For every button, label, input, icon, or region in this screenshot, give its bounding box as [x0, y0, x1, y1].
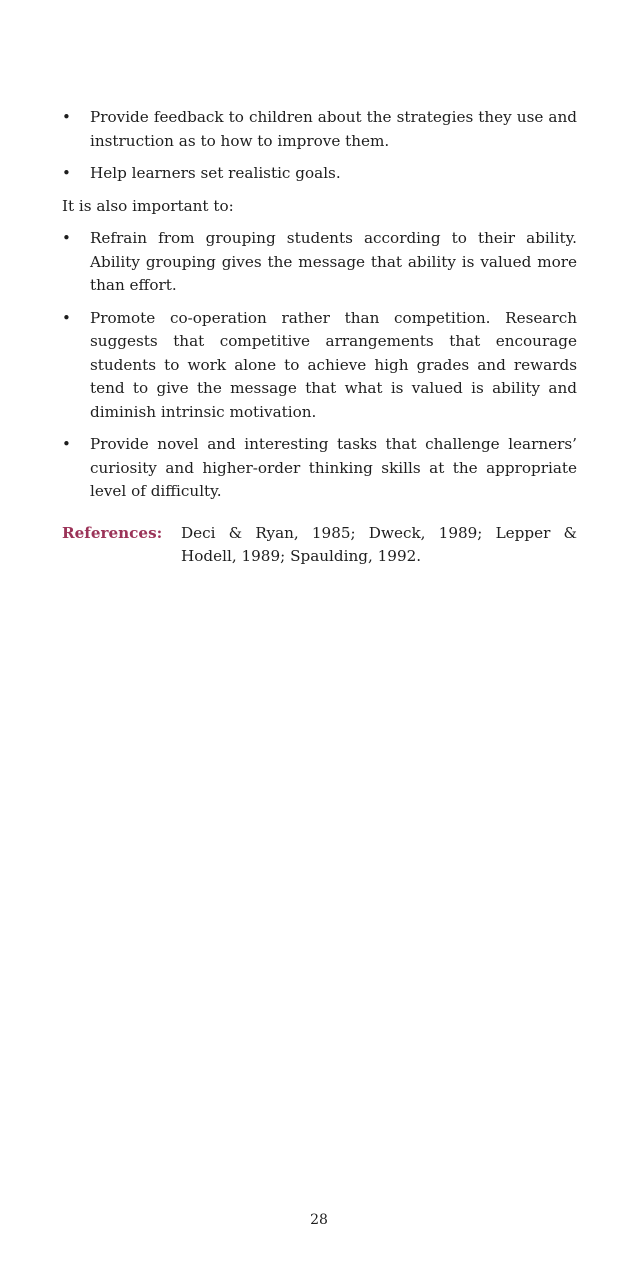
list-item: [62, 227, 577, 298]
references-text: Deci & Ryan, 1985; Dweck, 1989; Lepper & Hodell, 1989; Spaulding, 1992.: [181, 523, 577, 565]
references-label: References:: [62, 523, 163, 542]
bullet-text: Help learners set realistic goals.: [90, 164, 341, 182]
bullet-list-bottom: [62, 227, 577, 504]
page-number: 28: [310, 1212, 328, 1228]
list-item: [62, 162, 577, 186]
bullet-icon: •: [62, 108, 71, 126]
references-block: [62, 522, 577, 569]
bullet-text: Provide feedback to children about the strategies they use and instruction as to how to improve them.: [90, 108, 577, 150]
bullet-text: Refrain from grouping students according to their ability. Ability grouping gives the message that ability is valued more than effort.: [90, 229, 577, 294]
list-item: [62, 307, 577, 425]
bullet-icon: •: [62, 164, 71, 182]
list-item: [62, 433, 577, 504]
bullet-icon: •: [62, 435, 71, 453]
bullet-text: Provide novel and interesting tasks that challenge learners’ curiosity and higher-order thinking skills at the appropriate level of difficulty.: [90, 435, 577, 500]
intro-paragraph: It is also important to:: [62, 196, 234, 215]
list-item: [62, 106, 577, 153]
bullet-list-top: [62, 106, 577, 186]
bullet-text: Promote co-operation rather than competition. Research suggests that competitive arrangements that encourage students to work alone to achieve high grades and rewards tend to give the message that what is valued is ability and diminish intrinsic motivation.: [90, 308, 577, 421]
bullet-icon: •: [62, 308, 71, 327]
page-content: [62, 106, 577, 569]
bullet-icon: •: [62, 229, 71, 247]
